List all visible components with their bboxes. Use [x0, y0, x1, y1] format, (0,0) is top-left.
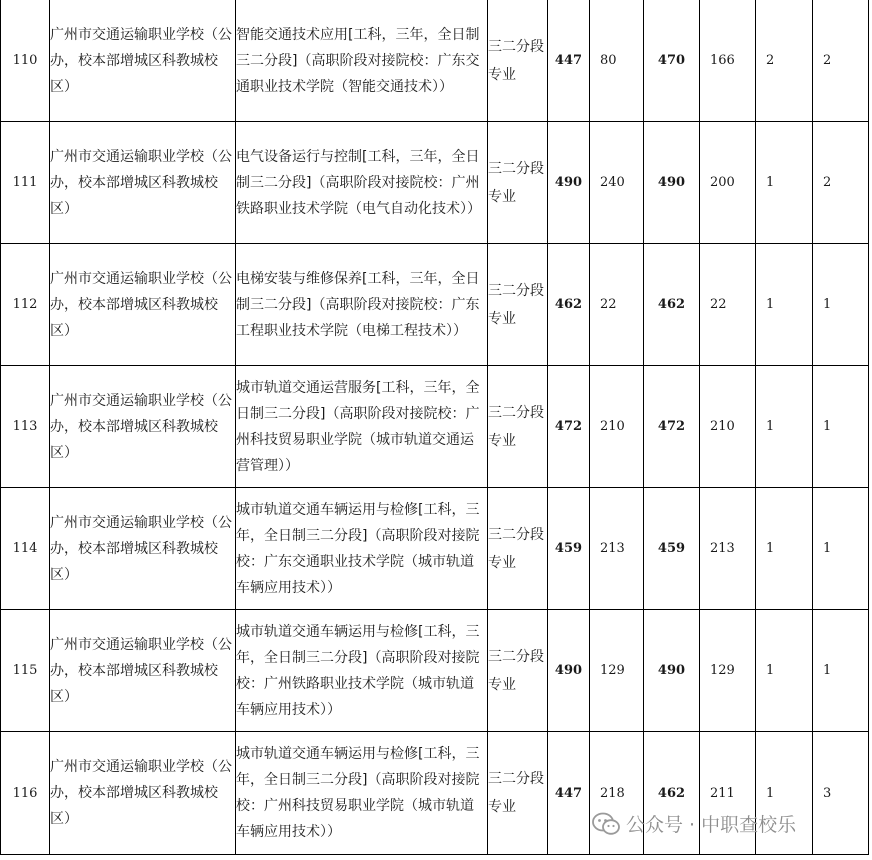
rank-value-1: 240 [590, 122, 644, 244]
count-value-2: 1 [813, 610, 869, 732]
rank-value-2: 211 [700, 732, 756, 855]
row-number: 115 [1, 610, 50, 732]
score-value-2: 462 [644, 732, 700, 855]
count-value-1: 1 [756, 122, 813, 244]
rank-value-1: 129 [590, 610, 644, 732]
school-name: 广州市交通运输职业学校（公办，校本部增城区科教城校区） [50, 366, 236, 488]
count-value-2: 2 [813, 0, 869, 122]
score-value-1: 490 [548, 610, 590, 732]
rank-value-2: 129 [700, 610, 756, 732]
row-number: 110 [1, 0, 50, 122]
major-description: 城市轨道交通车辆运用与检修[工科，三年，全日制三二分段]（高职阶段对接院校：广州科技贸易职业学院（城市轨道车辆应用技术）） [236, 732, 488, 855]
row-number: 114 [1, 488, 50, 610]
count-value-1: 1 [756, 610, 813, 732]
score-value-2: 462 [644, 244, 700, 366]
rank-value-1: 213 [590, 488, 644, 610]
major-description: 电气设备运行与控制[工科，三年，全日制三二分段]（高职阶段对接院校：广州铁路职业技术学院（电气自动化技术）） [236, 122, 488, 244]
rank-value-2: 22 [700, 244, 756, 366]
major-description: 城市轨道交通车辆运用与检修[工科，三年，全日制三二分段]（高职阶段对接院校：广州铁路职业技术学院（城市轨道车辆应用技术）） [236, 610, 488, 732]
count-value-2: 1 [813, 488, 869, 610]
table-row [1, 0, 869, 122]
rank-value-1: 210 [590, 366, 644, 488]
rank-value-1: 218 [590, 732, 644, 855]
table-row [1, 610, 869, 732]
count-value-1: 2 [756, 0, 813, 122]
rank-value-1: 22 [590, 244, 644, 366]
score-value-2: 472 [644, 366, 700, 488]
table-row [1, 122, 869, 244]
school-name: 广州市交通运输职业学校（公办，校本部增城区科教城校区） [50, 244, 236, 366]
rank-value-2: 166 [700, 0, 756, 122]
score-value-2: 459 [644, 488, 700, 610]
row-number: 116 [1, 732, 50, 855]
row-number: 112 [1, 244, 50, 366]
score-value-2: 490 [644, 122, 700, 244]
rank-value-2: 210 [700, 366, 756, 488]
rank-value-2: 213 [700, 488, 756, 610]
score-value-2: 490 [644, 610, 700, 732]
school-name: 广州市交通运输职业学校（公办，校本部增城区科教城校区） [50, 732, 236, 855]
program-type: 三二分段专业 [488, 732, 548, 855]
major-description: 城市轨道交通车辆运用与检修[工科，三年，全日制三二分段]（高职阶段对接院校：广东交通职业技术学院（城市轨道车辆应用技术）） [236, 488, 488, 610]
score-value-1: 447 [548, 0, 590, 122]
program-type: 三二分段专业 [488, 610, 548, 732]
count-value-1: 1 [756, 732, 813, 855]
school-name: 广州市交通运输职业学校（公办，校本部增城区科教城校区） [50, 0, 236, 122]
count-value-2: 1 [813, 244, 869, 366]
score-value-1: 472 [548, 366, 590, 488]
school-name: 广州市交通运输职业学校（公办，校本部增城区科教城校区） [50, 122, 236, 244]
major-description: 智能交通技术应用[工科，三年，全日制三二分段]（高职阶段对接院校：广东交通职业技术学院（智能交通技术）） [236, 0, 488, 122]
major-description: 城市轨道交通运营服务[工科，三年，全日制三二分段]（高职阶段对接院校：广州科技贸易职业学院（城市轨道交通运营管理）） [236, 366, 488, 488]
table-row [1, 244, 869, 366]
wechat-icon [592, 812, 620, 836]
major-description: 电梯安装与维修保养[工科，三年，全日制三二分段]（高职阶段对接院校：广东工程职业技术学院（电梯工程技术）） [236, 244, 488, 366]
row-number: 111 [1, 122, 50, 244]
score-value-1: 462 [548, 244, 590, 366]
count-value-2: 3 [813, 732, 869, 855]
program-type: 三二分段专业 [488, 0, 548, 122]
school-name: 广州市交通运输职业学校（公办，校本部增城区科教城校区） [50, 488, 236, 610]
table-row [1, 366, 869, 488]
school-name: 广州市交通运输职业学校（公办，校本部增城区科教城校区） [50, 610, 236, 732]
score-value-1: 447 [548, 732, 590, 855]
watermark [592, 810, 796, 837]
program-type: 三二分段专业 [488, 366, 548, 488]
rank-value-2: 200 [700, 122, 756, 244]
score-value-1: 459 [548, 488, 590, 610]
score-value-1: 490 [548, 122, 590, 244]
count-value-2: 1 [813, 366, 869, 488]
count-value-2: 2 [813, 122, 869, 244]
program-type: 三二分段专业 [488, 244, 548, 366]
rank-value-1: 80 [590, 0, 644, 122]
count-value-1: 1 [756, 244, 813, 366]
program-type: 三二分段专业 [488, 122, 548, 244]
table-body [1, 0, 869, 855]
count-value-1: 1 [756, 366, 813, 488]
score-value-2: 470 [644, 0, 700, 122]
watermark-text: 公众号 · 中职查校乐 [626, 814, 797, 836]
program-type: 三二分段专业 [488, 488, 548, 610]
table-row [1, 488, 869, 610]
row-number: 113 [1, 366, 50, 488]
count-value-1: 1 [756, 488, 813, 610]
